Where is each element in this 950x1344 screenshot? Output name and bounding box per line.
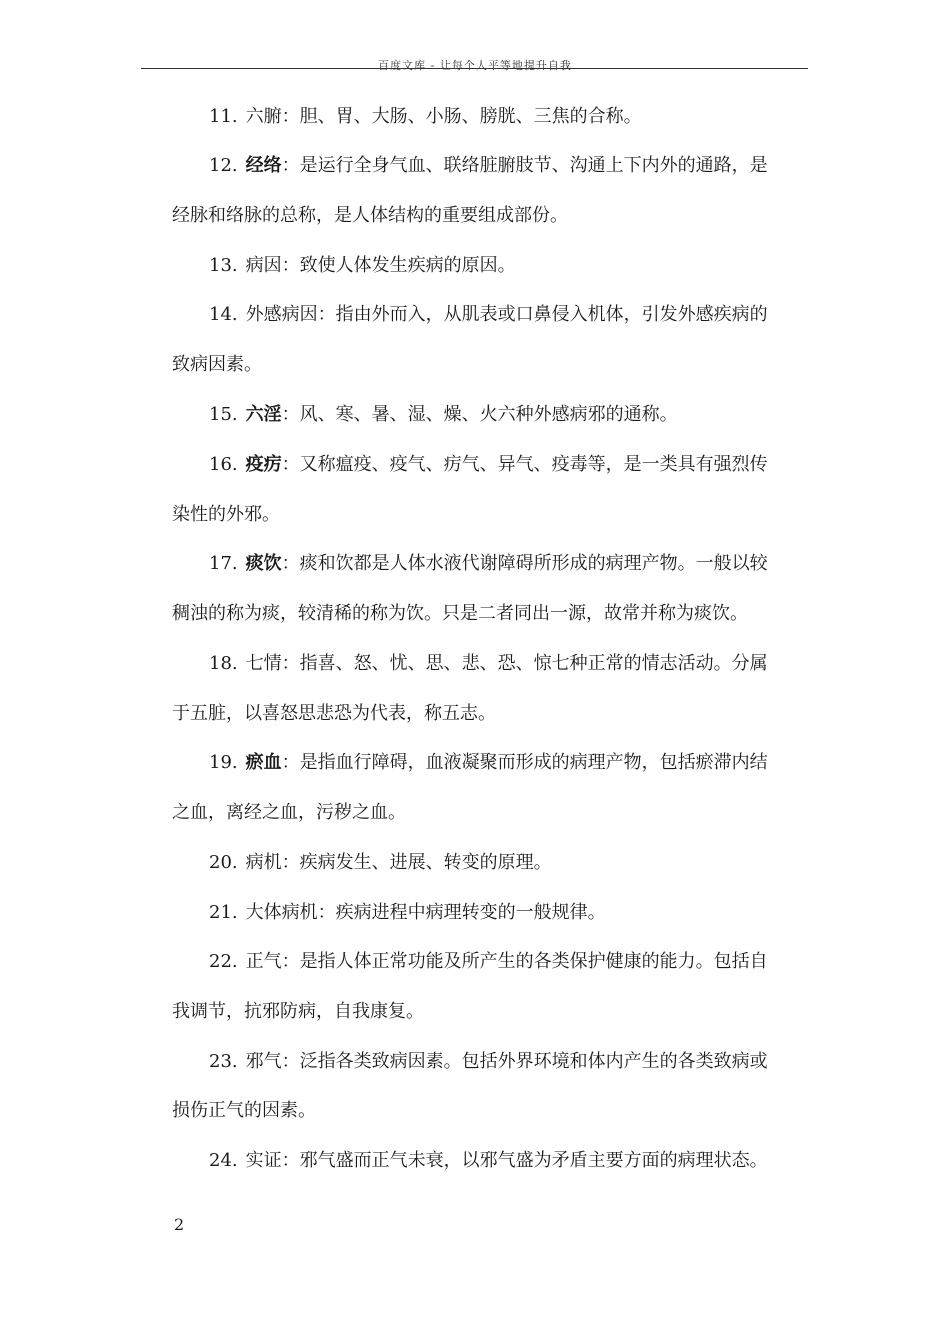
entry-term: 七情 [245,653,282,674]
page-header: 百度文库 - 让每个人平等地提升自我 [378,59,572,72]
entry-term: 六淫 [245,404,282,425]
entry-number: 14. [209,304,238,325]
entry-19-continuation: 之血，离经之血，污秽之血。 [172,802,406,823]
entry-number: 13. [209,255,238,276]
page-number: 2 [174,1215,185,1234]
entry-number: 11. [209,106,238,127]
entry-18: 18. 七情：指喜、怒、忧、思、悲、恐、惊七种正常的情志活动。分属 [209,653,768,674]
entry-13: 13. 病因：致使人体发生疾病的原因。 [209,255,516,276]
entry-definition: 是指人体正常功能及所产生的各类保护健康的能力。包括自 [299,951,768,972]
entry-number: 19. [209,752,238,773]
entry-definition: 泛指各类致病因素。包括外界环境和体内产生的各类致病或 [299,1051,768,1072]
entry-definition: 疾病发生、进展、转变的原理。 [299,852,552,873]
entry-term: 经络 [245,155,282,176]
entry-definition: 疾病进程中病理转变的一般规律。 [335,902,606,923]
entry-24: 24. 实证：邪气盛而正气未衰，以邪气盛为矛盾主要方面的病理状态。 [209,1150,768,1171]
entry-17: 17. 痰饮：痰和饮都是人体水液代谢障碍所形成的病理产物。一般以较 [209,553,768,574]
entry-number: 24. [209,1150,238,1171]
entry-term: 病机 [245,852,282,873]
entry-12: 12. 经络：是运行全身气血、联络脏腑肢节、沟通上下内外的通路，是 [209,155,768,176]
entry-15: 15. 六淫：风、寒、暑、湿、燥、火六种外感病邪的通称。 [209,404,678,425]
entry-term: 大体病机 [245,902,318,923]
entry-definition: 又称瘟疫、疫气、疠气、异气、疫毒等，是一类具有强烈传 [299,454,768,475]
entry-number: 21. [209,902,238,923]
entry-14-continuation: 致病因素。 [172,354,262,375]
entry-17-continuation: 稠浊的称为痰，较清稀的称为饮。只是二者同出一源，故常并称为痰饮。 [172,603,748,624]
entry-16-continuation: 染性的外邪。 [172,504,280,525]
entry-definition: 风、寒、暑、湿、燥、火六种外感病邪的通称。 [299,404,678,425]
entry-number: 18. [209,653,238,674]
entry-23: 23. 邪气：泛指各类致病因素。包括外界环境和体内产生的各类致病或 [209,1051,768,1072]
entry-term: 正气 [245,951,282,972]
entry-21: 21. 大体病机：疾病进程中病理转变的一般规律。 [209,902,606,923]
entry-22: 22. 正气：是指人体正常功能及所产生的各类保护健康的能力。包括自 [209,951,768,972]
entry-definition: 痰和饮都是人体水液代谢障碍所形成的病理产物。一般以较 [299,553,768,574]
entry-term: 实证 [245,1150,282,1171]
entry-23-continuation: 损伤正气的因素。 [172,1100,316,1121]
entry-definition: 是指血行障碍，血液凝聚而形成的病理产物，包括瘀滞内结 [299,752,768,773]
entry-term: 六腑 [245,106,282,127]
entry-definition: 指喜、怒、忧、思、悲、恐、惊七种正常的情志活动。分属 [299,653,768,674]
entry-term: 病因 [245,255,282,276]
entry-term: 邪气 [245,1051,282,1072]
entry-term: 疫疠 [245,454,282,475]
entry-term: 瘀血 [245,752,282,773]
entry-number: 12. [209,155,238,176]
entry-16: 16. 疫疠：又称瘟疫、疫气、疠气、异气、疫毒等，是一类具有强烈传 [209,454,768,475]
entry-11: 11. 六腑：胆、胃、大肠、小肠、膀胱、三焦的合称。 [209,106,642,127]
entry-number: 16. [209,454,238,475]
header-rule [141,68,808,69]
entry-number: 17. [209,553,238,574]
entry-definition: 邪气盛而正气未衰，以邪气盛为矛盾主要方面的病理状态。 [299,1150,768,1171]
entry-number: 23. [209,1051,238,1072]
entry-number: 20. [209,852,238,873]
entry-definition: 胆、胃、大肠、小肠、膀胱、三焦的合称。 [299,106,642,127]
entry-number: 15. [209,404,238,425]
entry-definition: 是运行全身气血、联络脏腑肢节、沟通上下内外的通路，是 [299,155,768,176]
entry-definition: 指由外而入，从肌表或口鼻侵入机体，引发外感疾病的 [335,304,768,325]
entry-19: 19. 瘀血：是指血行障碍，血液凝聚而形成的病理产物，包括瘀滞内结 [209,752,768,773]
entry-18-continuation: 于五脏，以喜怒思悲恐为代表，称五志。 [172,703,496,724]
entry-number: 22. [209,951,238,972]
entry-14: 14. 外感病因：指由外而入，从肌表或口鼻侵入机体，引发外感疾病的 [209,304,768,325]
entry-definition: 致使人体发生疾病的原因。 [299,255,516,276]
entry-22-continuation: 我调节，抗邪防病，自我康复。 [172,1001,424,1022]
entry-12-continuation: 经脉和络脉的总称，是人体结构的重要组成部份。 [172,205,568,226]
entry-term: 外感病因 [245,304,318,325]
entry-20: 20. 病机：疾病发生、进展、转变的原理。 [209,852,552,873]
entry-term: 痰饮 [245,553,282,574]
